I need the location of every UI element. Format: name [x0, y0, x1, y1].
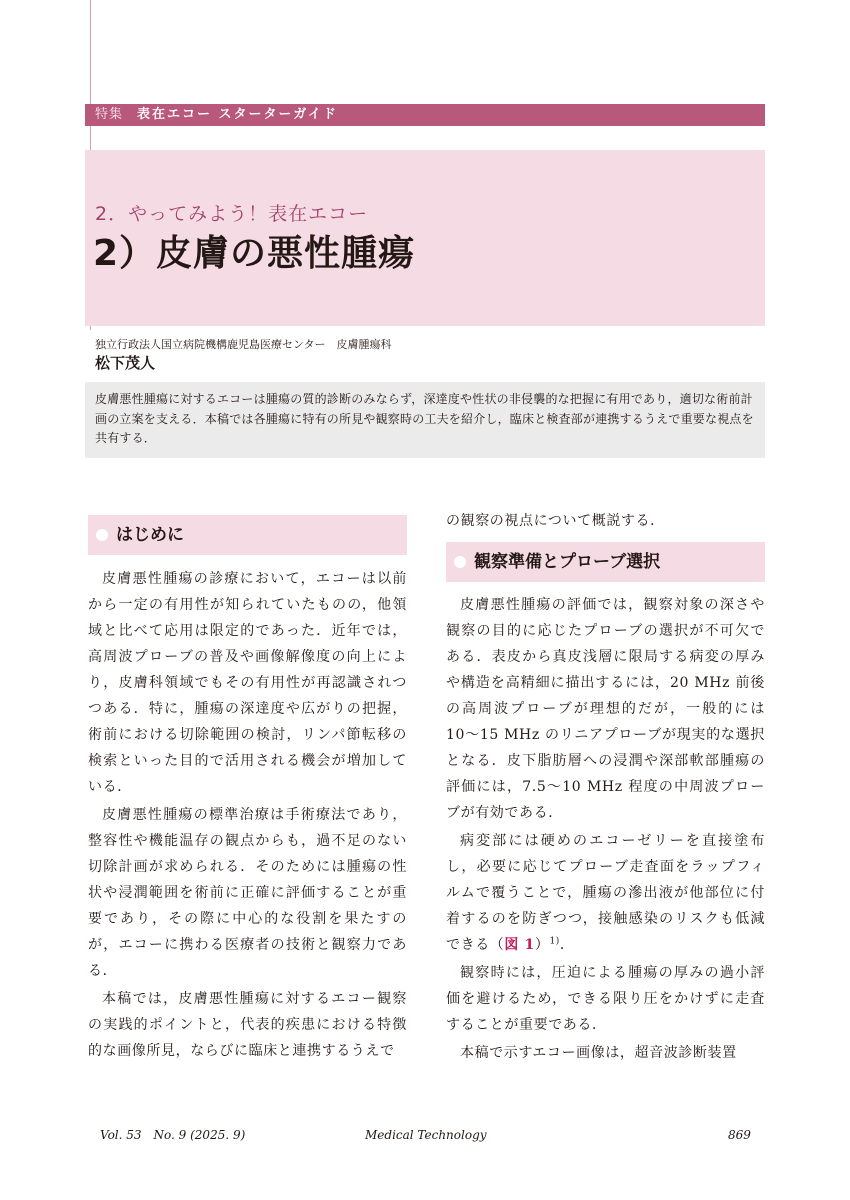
- paragraph: 皮膚悪性腫瘍の標準治療は手術療法であり，整容性や機能温存の観点からも，過不足のない切除計画が求められる．そのためには腫瘍の性状や浸潤範囲を術前に正確に評価することが重要であり，その際に中心的な役割を果たすのが，エコーに携わる医療者の技術と観察力である．: [88, 807, 407, 979]
- section-heading-text: 観察準備とプローブ選択: [474, 552, 661, 572]
- article-subtitle: 2．やってみよう！表在エコー: [95, 203, 369, 225]
- abstract-text: 皮膚悪性腫瘍に対するエコーは腫瘍の質的診断のみならず，深達度や性状の非侵襲的な把握に有用であり，適切な術前計画の立案を支える．本稿では各腫瘍に特有の所見や観察時の工夫を紹介し，臨床と検査部が連携するうえで重要な視点を共有する．: [95, 392, 754, 445]
- feature-title: 表在エコー スターターガイド: [137, 107, 338, 122]
- paragraph: 本稿では，皮膚悪性腫瘍に対するエコー観察の実践的ポイントと，代表的疾患における特徴的な画像所見，ならびに臨床と連携するうえで: [88, 991, 407, 1059]
- figure-reference-link[interactable]: 図 1: [504, 937, 535, 953]
- feature-banner: [85, 104, 765, 126]
- footer-volume: Vol. 53 No. 9 (2025. 9): [100, 1128, 246, 1142]
- feature-label: 特集: [95, 107, 124, 122]
- paragraph-text: 病変部には硬めのエコーゼリーを直接塗布し，必要に応じてプローブ走査面をラップフィルムで覆うことで，腫瘍の滲出液が他部位に付着するのを防ぎつつ，接触感染のリスクも低減できる（: [446, 833, 765, 953]
- bullet-circle-icon: [96, 529, 108, 541]
- article-title: 2）皮膚の悪性腫瘍: [93, 233, 416, 274]
- bullet-circle-icon: [454, 556, 466, 568]
- author-name: 松下茂人: [95, 354, 156, 372]
- section-heading-text: はじめに: [116, 525, 184, 545]
- paragraph: 観察時には，圧迫による腫瘍の厚みの過小評価を避けるため，できる限り圧をかけずに走査することが重要である．: [446, 965, 765, 1033]
- paragraph-with-figure-ref: [446, 828, 765, 958]
- abstract-box: [85, 382, 765, 458]
- paragraph-continuation: の観察の視点について概説する．: [446, 513, 665, 529]
- author-affiliation: 独立行政法人国立病院機構鹿児島医療センター 皮膚腫瘍科: [95, 338, 392, 351]
- footer-journal: Medical Technology: [365, 1128, 487, 1142]
- paragraph: 本稿で示すエコー画像は，超音波診断装置: [460, 1045, 737, 1061]
- section-heading-intro: [88, 515, 407, 555]
- paren-close: ）: [534, 937, 550, 953]
- right-column-continuation: [446, 508, 765, 534]
- footer-page-number: 869: [728, 1128, 751, 1142]
- paragraph: 皮膚悪性腫瘍の診療において，エコーは以前から一定の有用性が知られていたものの，他領域と比べて応用は限定的であった．近年では，高周波プローブの普及や画像解像度の向上により，皮膚科領域でもその有用性が再認識されつつある．特に，腫瘍の深達度や広がりの把握，術前における切除範囲の検討，リンパ節転移の検索といった目的で活用される機会が増加している．: [88, 571, 407, 795]
- paragraph: 皮膚悪性腫瘍の評価では，観察対象の深さや観察の目的に応じたプローブの選択が不可欠である．表皮から真皮浅層に限局する病変の厚みや構造を高精細に描出するには，20 MHz 前後の高周波プローブが理想的だが，一般的には10〜15 MHz のリニアプローブが現実的な選択となる．皮下脂肪層への浸潤や深部軟部腫瘍の評価には，7.5〜10 MHz 程度の中周波プローブが有効である．: [446, 597, 765, 821]
- section-heading-probe: [446, 542, 765, 582]
- right-column: [446, 592, 765, 1066]
- article-title-block: [85, 150, 765, 326]
- left-column: [88, 566, 407, 1064]
- sentence-end: ．: [559, 937, 575, 953]
- citation-ref[interactable]: 1): [549, 936, 560, 947]
